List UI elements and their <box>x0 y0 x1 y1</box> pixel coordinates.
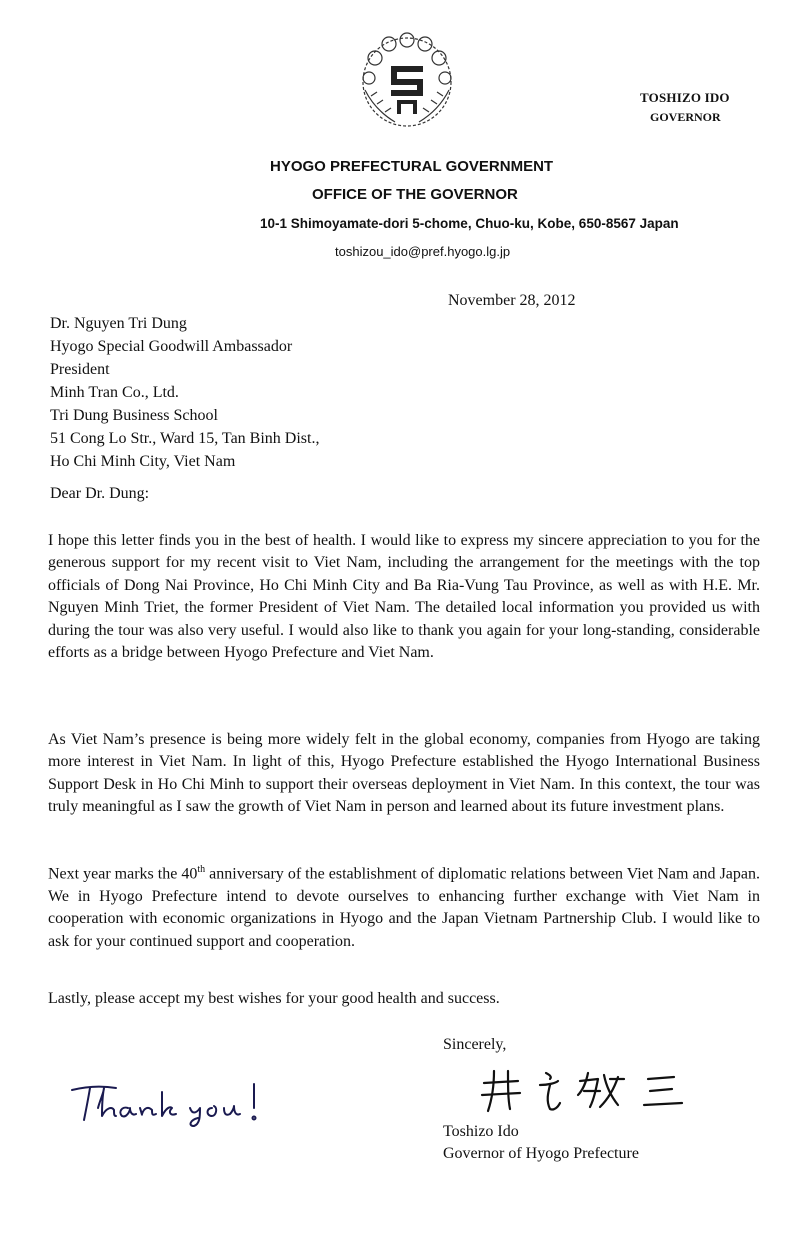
body-paragraph-4: Lastly, please accept my best wishes for your good health and success. <box>48 990 500 1007</box>
prefecture-seal-emblem <box>355 30 460 135</box>
salutation: Dear Dr. Dung: <box>50 485 150 502</box>
body-paragraph-2: As Viet Nam’s presence is being more widely felt in the global economy, companies from Hyogo are taking more interest in Viet Nam. In light of this, Hyogo Prefecture established the Hyogo International Business Support Desk in Ho Chi Minh to support their overseas deployment in Viet Nam. In this context, the tour was truly meaningful as I saw the growth of Viet Nam in person and learned about its future investment plans. <box>48 731 760 816</box>
office-email: toshizou_ido@pref.hyogo.lg.jp <box>335 244 511 259</box>
recipient-line: President <box>50 361 110 378</box>
governor-title-heading: GOVERNOR <box>650 110 721 124</box>
recipient-line: Tri Dung Business School <box>50 407 218 424</box>
signer-title: Governor of Hyogo Prefecture <box>443 1145 639 1162</box>
paragraph-3-start: Next year marks the 40 <box>48 865 198 883</box>
office-name: OFFICE OF THE GOVERNOR <box>312 186 518 203</box>
organization-name: HYOGO PREFECTURAL GOVERNMENT <box>270 158 554 175</box>
body-paragraph-3 <box>48 859 760 953</box>
recipient-line: 51 Cong Lo Str., Ward 15, Tan Binh Dist., <box>50 430 320 447</box>
body-paragraph-1: I hope this letter finds you in the best of health. I would like to express my sincere appreciation to you for the generous support for my recent visit to Viet Nam, including the arrangement for the meetings with the top officials of Dong Nai Province, Ho Chi Minh City and Ba Ria-Vung Tau Province, as well as with H.E. Mr. Nguyen Minh Triet, the former President of Viet Nam. The detailed local information you provided us with during the tour was also very useful. I would also like to thank you again for your long-standing, considerable efforts as a bridge between Hyogo Prefecture and Viet Nam. <box>48 532 760 662</box>
recipient-line: Dr. Nguyen Tri Dung <box>50 315 187 332</box>
paragraph-3-rest: anniversary of the establishment of diplomatic relations between Viet Nam and Japan. We in Hyogo Prefecture intend to devote ourselves to enhancing further exchange with Viet Nam in cooperation with economic organizations in Hyogo and the Japan Vietnam Partnership Club. I would like to ask for your continued support and cooperation. <box>48 865 761 950</box>
office-address: 10-1 Shimoyamate-dori 5-chome, Chuo-ku, Kobe, 650-8567 Japan <box>260 216 679 231</box>
ordinal-suffix: th <box>197 864 206 875</box>
recipient-address-block <box>50 312 319 473</box>
governor-name-heading: TOSHIZO IDO <box>640 90 730 105</box>
recipient-line: Minh Tran Co., Ltd. <box>50 384 179 401</box>
closing: Sincerely, <box>443 1036 507 1053</box>
signer-name: Toshizo Ido <box>443 1123 519 1140</box>
letter-date: November 28, 2012 <box>448 292 576 309</box>
recipient-line: Ho Chi Minh City, Viet Nam <box>50 453 236 470</box>
recipient-line: Hyogo Special Goodwill Ambassador <box>50 338 293 355</box>
handwritten-thank-you-note <box>68 1078 268 1130</box>
handwritten-signature <box>478 1065 698 1115</box>
